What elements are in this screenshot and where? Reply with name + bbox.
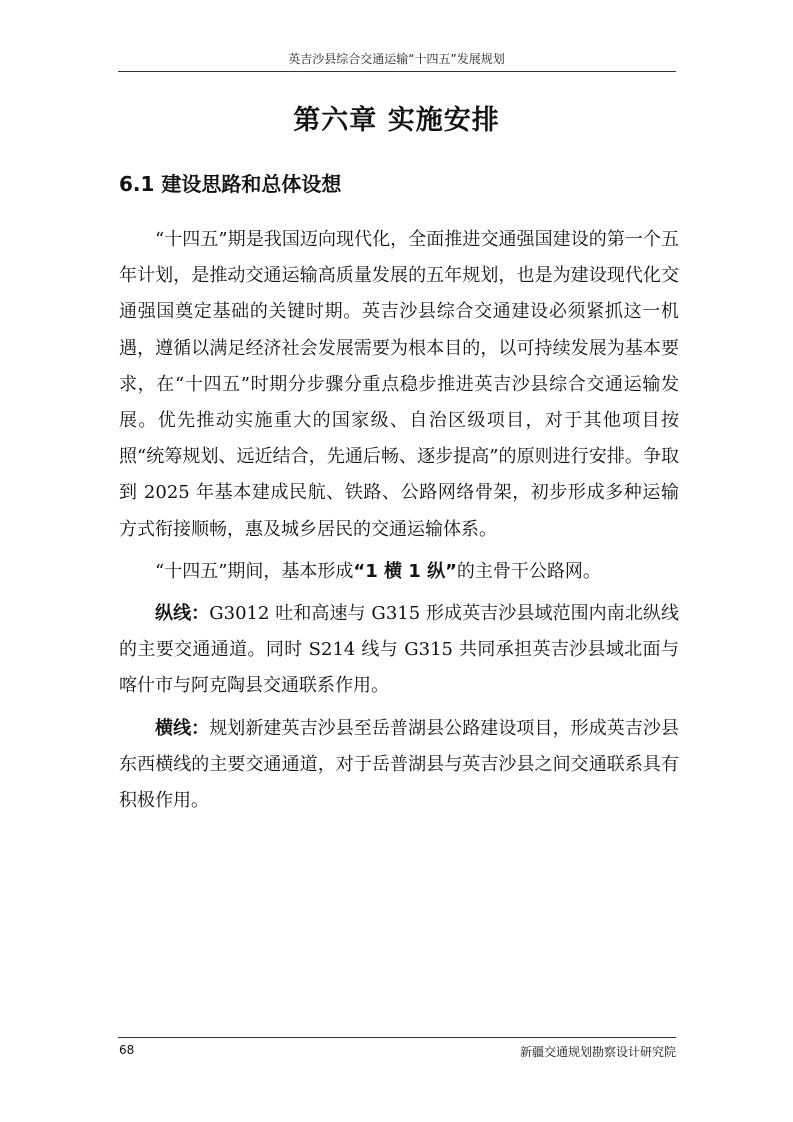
vertical-line-label: 纵线： [155,603,210,625]
paragraph-horizontal-line [119,711,679,820]
horizontal-line-label: 横线： [155,717,210,739]
footer-divider [118,1037,676,1038]
section-title: 6.1 建设思路和总体设想 [119,172,342,196]
paragraph-overview: “十四五”期是我国迈向现代化，全面推进交通强国建设的第一个五年计划，是推动交通运输高质量发展的五年规划，也是为建设现代化交通强国奠定基础的关键时期。英吉沙县综合交通建设必须紧抓这一机遇，遵循以满足经济社会发展需要为根本目的，以可持续发展为基本要求，在“十四五”时期分步骤分重点稳步推进英吉沙县综合交通运输发展。优先推动实施重大的国家级、自治区级项目，对于其他项目按照“统筹规划、远近结合，先通后畅、逐步提高”的原则进行安排。争取到 2025 年基本建成民航、铁路、公路网络骨架，初步形成多种运输方式衔接顺畅，惠及城乡居民的交通运输体系。 [119,229,679,540]
paragraph-network [119,554,679,590]
network-text-pre: “十四五”期间，基本形成 [155,560,354,582]
header-divider [118,71,676,72]
network-text-bold: “1 横 1 纵” [353,560,457,582]
horizontal-line-text: 规划新建英吉沙县至岳普湖县公路建设项目，形成英吉沙县东西横线的主要交通通道，对于岳普湖县与英吉沙县之间交通联系具有积极作用。 [119,717,680,812]
vertical-line-text: G3012 吐和高速与 G315 形成英吉沙县域范围内南北纵线的主要交通通道。同时 S214 线与 G315 共同承担英吉沙县域北面与喀什市与阿克陶县交通联系作用。 [119,603,680,697]
footer-organization: 新疆交通规划勘察设计研究院 [519,1045,676,1059]
chapter-title: 第六章 实施安排 [293,105,500,136]
network-text-post: 的主骨干公路网。 [456,560,601,582]
page-number: 68 [119,1043,135,1057]
paragraph-vertical-line [119,596,679,705]
running-header: 英吉沙县综合交通运输“十四五”发展规划 [288,52,505,66]
body-text [119,222,679,819]
